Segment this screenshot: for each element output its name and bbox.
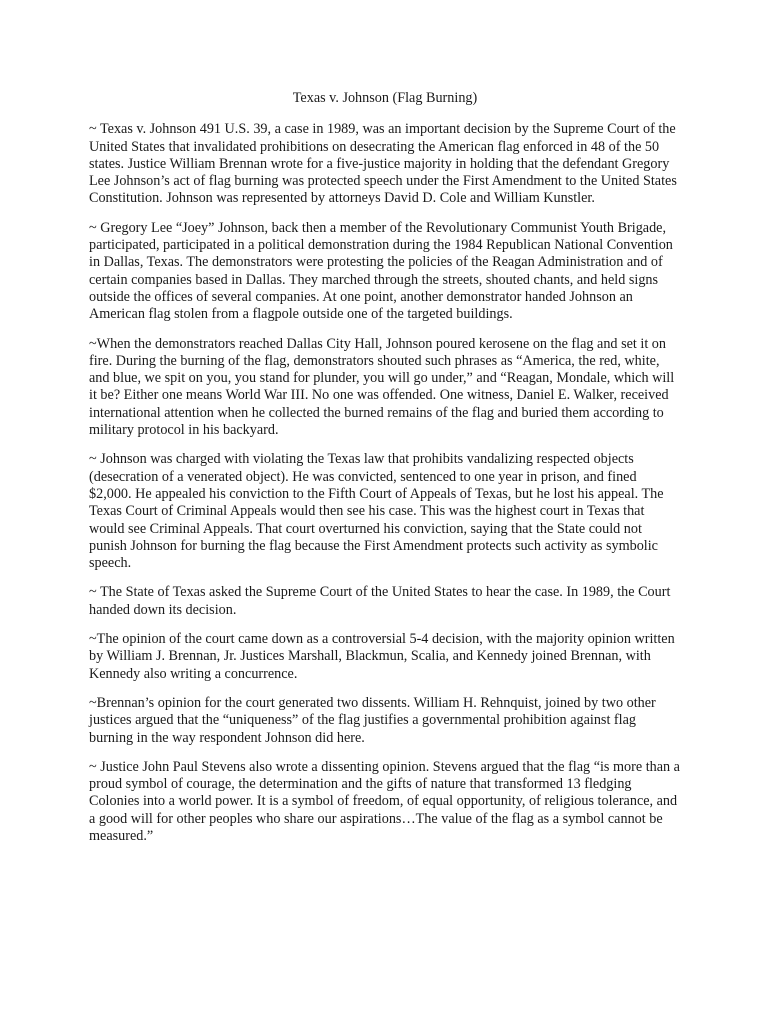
paragraph-4: ~ Johnson was charged with violating the Texas law that prohibits vandalizing respected objects (desecration of a venerated object). He was convicted, sentenced to one year in prison, and fined $2,000. He appealed his conviction to the Fifth Court of Appeals of Texas, but he lost his appeal. The Texas Court of Criminal Appeals would then see his case. This was the highest court in Texas that would see Criminal Appeals. That court overturned his conviction, saying that the State could not punish Johnson for burning the flag because the First Amendment protects such activity as symbolic speech. (89, 451, 664, 572)
paragraph-8: ~ Justice John Paul Stevens also wrote a dissenting opinion. Stevens argued that the flag “is more than a proud symbol of courage, the determination and the gifts of nature that transformed 13 fledging Colonies into a world power. It is a symbol of freedom, of equal opportunity, of religious tolerance, and a good will for other peoples who share our aspirations…The value of the flag as a symbol cannot be measured.” (89, 758, 680, 844)
paragraph-3: ~When the demonstrators reached Dallas City Hall, Johnson poured kerosene on the flag and set it on fire. During the burning of the flag, demonstrators shouted such phrases as “America, the red, white, and blue, we spit on you, you stand for plunder, you will go under,” and “Reagan, Mondale, which will it be? Either one means World War III. No one was offended. One witness, Daniel E. Walker, received international attention when he collected the burned remains of the flag and buried them according to military protocol in his backyard. (89, 335, 675, 439)
document-body (89, 90, 681, 857)
document-title: Texas v. Johnson (Flag Burning) (292, 90, 478, 106)
paragraph-5: ~ The State of Texas asked the Supreme Court of the United States to hear the case. In 1989, the Court handed down its decision. (89, 584, 671, 618)
paragraph-2: ~ Gregory Lee “Joey” Johnson, back then a member of the Revolutionary Communist Youth Brigade, participated, participated in a political demonstration during the 1984 Republican National Convention in Dallas, Texas. The demonstrators were protesting the policies of the Reagan Administration and of certain companies based in Dallas. They marched through the streets, shouted chants, and held signs outside the offices of several companies. At one point, another demonstrator handed Johnson an American flag stolen from a flagpole outside one of the targeted buildings. (89, 219, 673, 323)
paragraph-7: ~Brennan’s opinion for the court generated two dissents. William H. Rehnquist, joined by two other justices argued that the “uniqueness” of the flag justifies a governmental prohibition against flag burning in the way respondent Johnson did here. (89, 694, 656, 746)
paragraph-1: ~ Texas v. Johnson 491 U.S. 39, a case in 1989, was an important decision by the Supreme Court of the United States that invalidated prohibitions on desecrating the American flag enforced in 48 of the 50 states. Justice William Brennan wrote for a five-justice majority in holding that the defendant Gregory Lee Johnson’s act of flag burning was protected speech under the First Amendment to the United States Constitution. Johnson was represented by attorneys David D. Cole and William Kunstler. (89, 121, 677, 207)
paragraph-6: ~The opinion of the court came down as a controversial 5-4 decision, with the majority opinion written by William J. Brennan, Jr. Justices Marshall, Blackmun, Scalia, and Kennedy joined Brennan, with Kennedy also writing a concurrence. (89, 631, 675, 682)
